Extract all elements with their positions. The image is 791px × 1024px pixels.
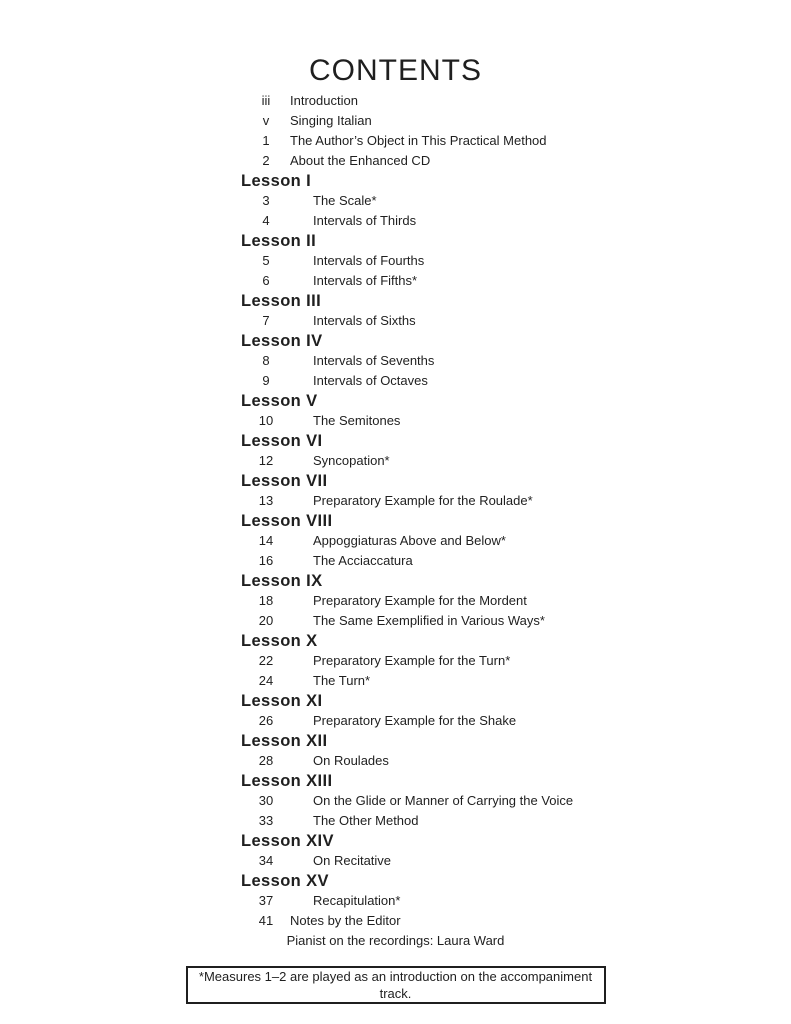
entry-page-number: 5 xyxy=(262,253,270,268)
entry-title: The Acciaccatura xyxy=(313,553,413,568)
entry-page-number: 41 xyxy=(258,913,274,928)
entry-title: The Author’s Object in This Practical Method xyxy=(290,133,547,148)
toc-entry-row xyxy=(0,271,791,291)
entry-title: Intervals of Fifths* xyxy=(313,273,418,288)
lesson-heading-label: Lesson VII xyxy=(241,472,328,490)
entry-page-number: 37 xyxy=(258,893,274,908)
toc-entry-row xyxy=(0,551,791,571)
toc-entry-row xyxy=(0,191,791,211)
lesson-heading-label: Lesson III xyxy=(241,292,322,310)
entry-title: Intervals of Fourths xyxy=(313,253,425,268)
lesson-heading-row xyxy=(0,871,791,891)
lesson-heading-label: Lesson XV xyxy=(241,872,329,890)
toc-entry-row xyxy=(0,711,791,731)
entry-page-number: 6 xyxy=(262,273,270,288)
lesson-heading-row xyxy=(0,631,791,651)
toc-entry-row xyxy=(0,651,791,671)
entry-title: Intervals of Sixths xyxy=(313,313,416,328)
toc-entry-row xyxy=(0,151,791,171)
entry-title: The Other Method xyxy=(313,813,419,828)
lesson-heading-row xyxy=(0,231,791,251)
lesson-heading-row xyxy=(0,511,791,531)
entry-title: About the Enhanced CD xyxy=(290,153,431,168)
lesson-heading-label: Lesson V xyxy=(241,392,318,410)
entry-page-number: 3 xyxy=(262,193,270,208)
entry-title: Intervals of Thirds xyxy=(313,213,417,228)
toc-entry-row xyxy=(0,491,791,511)
entry-title: Preparatory Example for the Turn* xyxy=(313,653,511,668)
entry-title: Appoggiaturas Above and Below* xyxy=(313,533,506,548)
pianist-note: Pianist on the recordings: Laura Ward xyxy=(286,933,505,948)
toc-entry-row xyxy=(0,891,791,911)
lesson-heading-label: Lesson XII xyxy=(241,732,328,750)
toc-entry-row xyxy=(0,311,791,331)
toc-entry-row xyxy=(0,91,791,111)
lesson-heading-label: Lesson X xyxy=(241,632,318,650)
page-title: CONTENTS xyxy=(309,54,482,87)
entry-page-number: 22 xyxy=(258,653,274,668)
toc-entry-row xyxy=(0,371,791,391)
lesson-heading-row xyxy=(0,831,791,851)
lesson-heading-row xyxy=(0,691,791,711)
toc-entry-row xyxy=(0,811,791,831)
entry-title: Intervals of Sevenths xyxy=(313,353,435,368)
lesson-heading-row xyxy=(0,771,791,791)
toc-entry-row xyxy=(0,671,791,691)
entry-title: Singing Italian xyxy=(290,113,372,128)
lesson-heading-label: Lesson XIII xyxy=(241,772,333,790)
entry-page-number: 4 xyxy=(262,213,270,228)
toc-entry-row xyxy=(0,851,791,871)
toc-entry-row xyxy=(0,411,791,431)
entry-page-number: 16 xyxy=(258,553,274,568)
toc-entry-row xyxy=(0,611,791,631)
footnote-box xyxy=(186,966,606,1004)
toc-entry-row xyxy=(0,211,791,231)
entry-page-number: 34 xyxy=(258,853,274,868)
entry-title: Intervals of Octaves xyxy=(313,373,428,388)
toc-entry-row xyxy=(0,591,791,611)
entry-title: Introduction xyxy=(290,93,358,108)
entry-title: The Semitones xyxy=(313,413,401,428)
lesson-heading-row xyxy=(0,471,791,491)
lesson-heading-row xyxy=(0,331,791,351)
entry-page-number: 14 xyxy=(258,533,274,548)
lesson-heading-label: Lesson IX xyxy=(241,572,323,590)
entry-page-number: 13 xyxy=(258,493,274,508)
lesson-heading-label: Lesson II xyxy=(241,232,317,250)
lesson-heading-label: Lesson XI xyxy=(241,692,323,710)
entry-title: Preparatory Example for the Shake xyxy=(313,713,517,728)
lesson-heading-row xyxy=(0,571,791,591)
entry-page-number: 2 xyxy=(262,153,270,168)
entry-page-number: 10 xyxy=(258,413,274,428)
lesson-heading-row xyxy=(0,171,791,191)
entry-title: Recapitulation* xyxy=(313,893,401,908)
entry-page-number: 12 xyxy=(258,453,274,468)
entry-page-number: 26 xyxy=(258,713,274,728)
entry-page-number: 30 xyxy=(258,793,274,808)
lesson-heading-label: Lesson I xyxy=(241,172,312,190)
entry-page-number: v xyxy=(262,113,270,128)
toc-entry-row xyxy=(0,911,791,931)
entry-title: On Roulades xyxy=(313,753,389,768)
toc-entry-row xyxy=(0,751,791,771)
toc-entry-row xyxy=(0,451,791,471)
entry-page-number: 28 xyxy=(258,753,274,768)
entry-page-number: 33 xyxy=(258,813,274,828)
entry-title: Syncopation* xyxy=(313,453,390,468)
lesson-heading-row xyxy=(0,391,791,411)
toc-entry-row xyxy=(0,531,791,551)
entry-title: Notes by the Editor xyxy=(290,913,401,928)
entry-page-number: 24 xyxy=(258,673,274,688)
lesson-heading-row xyxy=(0,431,791,451)
entry-page-number: iii xyxy=(261,93,271,108)
entry-title: The Same Exemplified in Various Ways* xyxy=(313,613,545,628)
entry-page-number: 7 xyxy=(262,313,270,328)
lesson-heading-label: Lesson IV xyxy=(241,332,323,350)
toc-entry-row xyxy=(0,251,791,271)
toc xyxy=(0,91,791,931)
entry-page-number: 20 xyxy=(258,613,274,628)
lesson-heading-label: Lesson VIII xyxy=(241,512,333,530)
entry-page-number: 8 xyxy=(262,353,270,368)
lesson-heading-row xyxy=(0,731,791,751)
entry-page-number: 1 xyxy=(262,133,270,148)
lesson-heading-label: Lesson VI xyxy=(241,432,323,450)
entry-title: On Recitative xyxy=(313,853,392,868)
toc-entry-row xyxy=(0,131,791,151)
entry-title: The Turn* xyxy=(313,673,371,688)
entry-title: On the Glide or Manner of Carrying the Voice xyxy=(313,793,574,808)
entry-page-number: 18 xyxy=(258,593,274,608)
toc-entry-row xyxy=(0,111,791,131)
entry-title: Preparatory Example for the Roulade* xyxy=(313,493,533,508)
lesson-heading-row xyxy=(0,291,791,311)
lesson-heading-label: Lesson XIV xyxy=(241,832,334,850)
entry-page-number: 9 xyxy=(262,373,270,388)
toc-entry-row xyxy=(0,351,791,371)
entry-title: The Scale* xyxy=(313,193,377,208)
entry-title: Preparatory Example for the Mordent xyxy=(313,593,527,608)
toc-entry-row xyxy=(0,791,791,811)
footnote-text: *Measures 1–2 are played as an introduction on the accompaniment track. xyxy=(198,969,593,1001)
